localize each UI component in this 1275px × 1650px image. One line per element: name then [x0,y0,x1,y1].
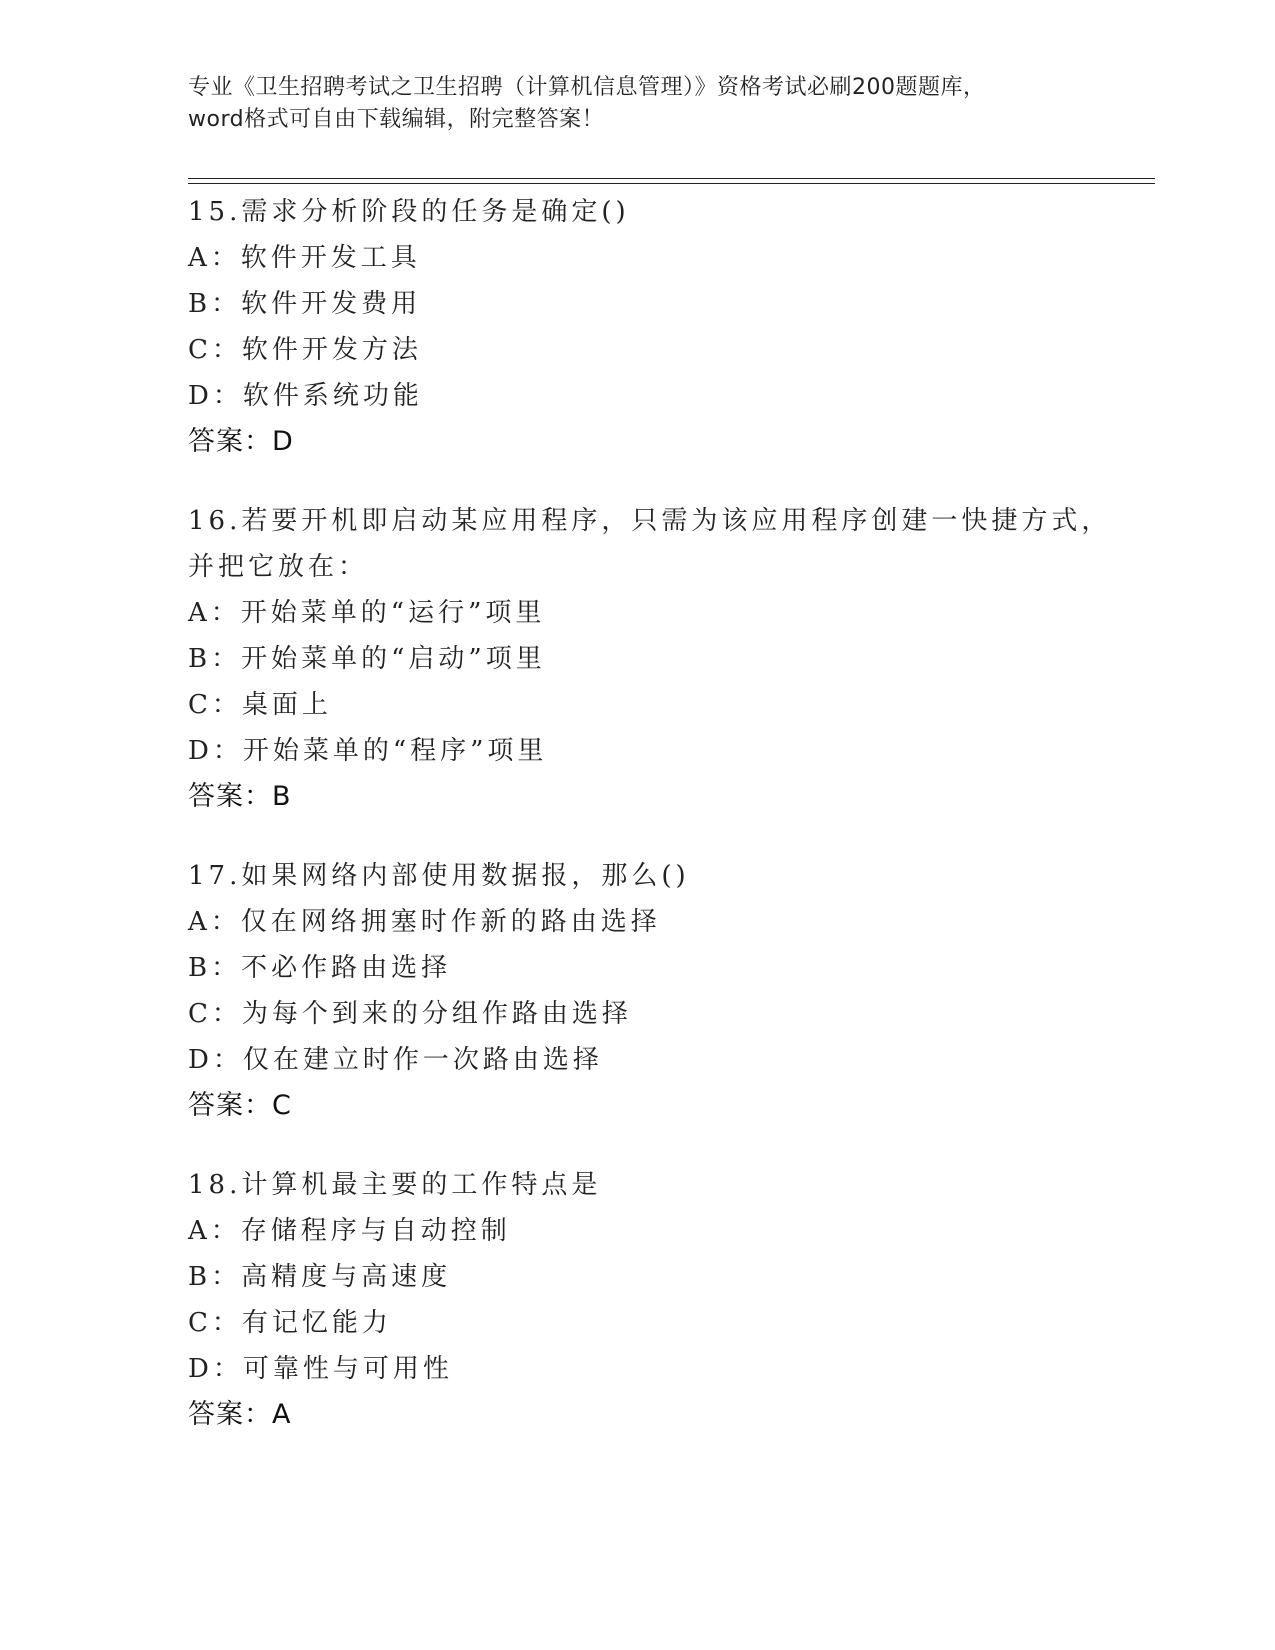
option-d: D：可靠性与可用性 [188,1354,453,1384]
option-c: C：软件开发方法 [188,335,422,365]
answer: 答案：B [188,781,292,812]
question-18 [188,1162,1148,1438]
header-line-2: word格式可自由下载编辑，附完整答案！ [188,107,605,132]
option-a: A：仅在网络拥塞时作新的路由选择 [188,907,661,937]
option-d: D：仅在建立时作一次路由选择 [188,1045,603,1075]
question-text-continued: 并把它放在： [188,552,369,582]
option-b: B：软件开发费用 [188,289,422,319]
header-line-1: 专业《卫生招聘考试之卫生招聘（计算机信息管理）》资格考试必刷200题题库， [188,75,986,100]
option-c: C：桌面上 [188,690,332,720]
answer: 答案：D [188,426,294,457]
option-c: C：为每个到来的分组作路由选择 [188,999,632,1029]
question-text: 16.若要开机即启动某应用程序，只需为该应用程序创建一快捷方式， [188,506,1112,536]
option-c: C：有记忆能力 [188,1308,392,1338]
question-16 [188,498,1148,820]
header-divider-bottom [188,183,1155,184]
answer: 答案：A [188,1399,292,1430]
option-a: A：开始菜单的“运行”项里 [188,598,546,628]
question-15 [188,189,1148,465]
question-text: 17.如果网络内部使用数据报，那么() [188,861,690,891]
option-a: A：软件开发工具 [188,243,421,273]
option-d: D：开始菜单的“程序”项里 [188,736,548,766]
option-a: A：存储程序与自动控制 [188,1216,511,1246]
question-text: 15.需求分析阶段的任务是确定() [188,197,630,227]
option-b: B：开始菜单的“启动”项里 [188,644,546,674]
option-b: B：不必作路由选择 [188,953,452,983]
option-b: B：高精度与高速度 [188,1262,452,1292]
document-header [188,72,1088,136]
question-17 [188,853,1148,1129]
answer: 答案：C [188,1090,292,1121]
question-text: 18.计算机最主要的工作特点是 [188,1170,602,1200]
question-list [188,189,1148,1471]
header-divider-top [188,178,1155,179]
option-d: D：软件系统功能 [188,381,423,411]
